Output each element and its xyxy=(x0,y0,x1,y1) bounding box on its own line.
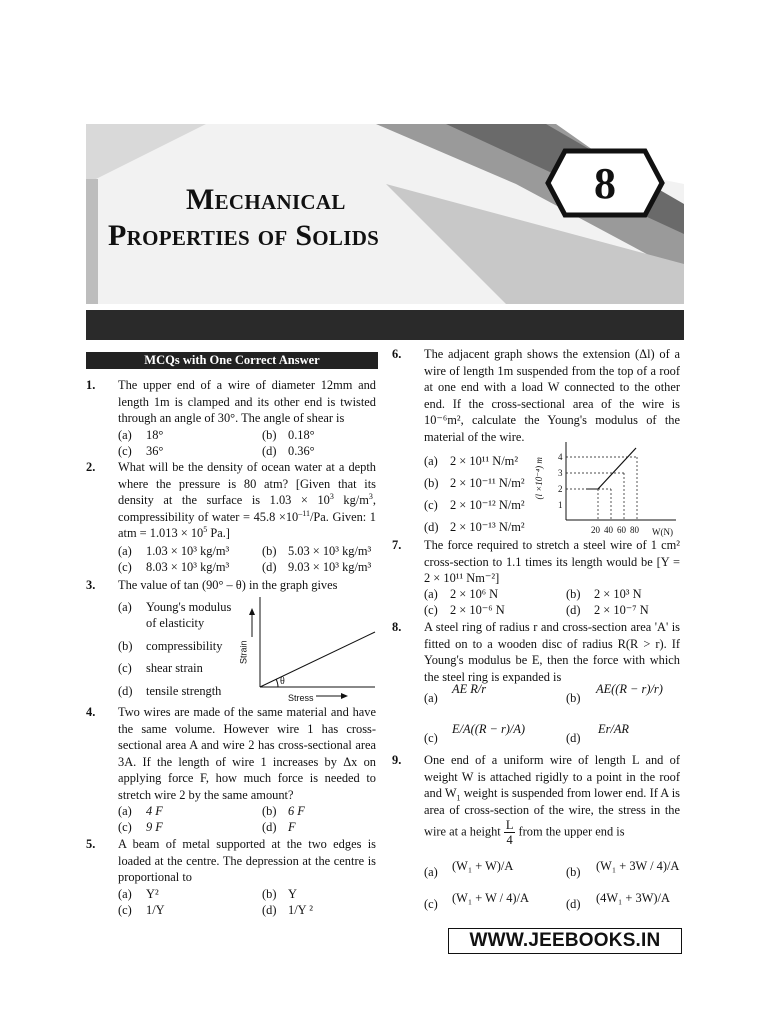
option-label: (d) xyxy=(262,903,277,917)
graph-x-label: W(N) xyxy=(652,527,673,537)
option-label: (c) xyxy=(424,731,438,745)
option-text: Young's modulus xyxy=(146,600,232,614)
option-text: (4W₁ + 3W)/A xyxy=(596,891,670,905)
question-number: 6. xyxy=(392,347,402,361)
option-label: (a) xyxy=(118,544,132,558)
option-label: (d) xyxy=(566,897,581,911)
graph-y-label: (l ×10⁻⁴) m xyxy=(533,457,544,500)
option-text: (W₁ + W)/A xyxy=(452,859,514,873)
option-text: 9 F xyxy=(146,820,163,834)
graph-angle-label: θ xyxy=(280,676,285,687)
option-text: 8.03 × 10³ kg/m³ xyxy=(146,560,230,574)
y-tick: 3 xyxy=(558,468,563,478)
option-text: 2 × 10⁻⁷ N xyxy=(594,603,649,617)
option-text: AE((R − r)/r) xyxy=(596,682,663,696)
option-label: (c) xyxy=(118,560,132,574)
graph-y-label: Strain xyxy=(238,640,249,665)
option-text: 1/Y ² xyxy=(288,903,313,917)
option-label: (c) xyxy=(424,603,438,617)
option-label: (d) xyxy=(566,603,581,617)
option-label: (a) xyxy=(424,865,438,879)
option-label: (b) xyxy=(262,887,277,901)
y-tick: 2 xyxy=(558,484,563,494)
option-text: 6 F xyxy=(288,804,305,818)
option-text: Y xyxy=(288,887,297,901)
option-label: (d) xyxy=(262,444,277,458)
option-text: Y² xyxy=(146,887,159,901)
question-number: 2. xyxy=(86,460,96,474)
option-text: 2 × 10³ N xyxy=(594,587,642,601)
option-label: (a) xyxy=(118,600,132,614)
option-label: (b) xyxy=(424,476,439,490)
option-label: (d) xyxy=(262,560,277,574)
option-text: of elasticity xyxy=(146,616,205,630)
option-text: 2 × 10⁻¹¹ N/m² xyxy=(450,476,525,490)
option-label: (b) xyxy=(262,544,277,558)
question-text: One end of a uniform wire of length L and of weight W is attached rigidly to a point in the roof and $W_1$ weight is suspended from lower end. If A is area of cross-section of the wire, the stress in the wire at a height $\frac{L}{4}$ from the upper end is xyxy=(424,753,680,848)
option-label: (b) xyxy=(566,691,581,705)
chapter-title-line2: Properties of Solids xyxy=(108,219,380,252)
option-text: 0.18° xyxy=(288,428,315,442)
option-label: (b) xyxy=(566,587,581,601)
strain-stress-graph xyxy=(240,592,380,704)
option-text: 1/Y xyxy=(146,903,165,917)
y-tick: 1 xyxy=(558,500,563,510)
option-label: (c) xyxy=(424,897,438,911)
option-text: (W₁ + W / 4)/A xyxy=(452,891,529,905)
option-label: (a) xyxy=(424,454,438,468)
question-number: 1. xyxy=(86,378,96,392)
option-label: (d) xyxy=(424,520,439,534)
question-text: A beam of metal supported at the two edges is loaded at the centre. The depression at the centre is proportional to xyxy=(118,837,376,885)
question-text: Two wires are made of the same material and have the same volume. However wire 1 has cross-sectional area A and wire 2 has cross-sectional area 3A. If the length of wire 1 increases by Δx on applying force F, how much force is needed to stretch wire 2 by the same amount? xyxy=(118,705,376,802)
option-label: (a) xyxy=(424,587,438,601)
option-label: (a) xyxy=(118,804,132,818)
option-label: (b) xyxy=(566,865,581,879)
option-text: (W₁ + 3W / 4)/A xyxy=(596,859,680,873)
option-label: (c) xyxy=(118,661,132,675)
option-label: (c) xyxy=(118,820,132,834)
option-text: 18° xyxy=(146,428,164,442)
option-label: (b) xyxy=(118,639,133,653)
option-text: E/A((R − r)/A) xyxy=(452,722,526,736)
x-tick: 40 xyxy=(604,525,613,535)
question-number: 4. xyxy=(86,705,96,719)
option-label: (d) xyxy=(262,820,277,834)
option-label: (a) xyxy=(118,887,132,901)
graph-x-label: Stress xyxy=(288,693,314,703)
option-label: (c) xyxy=(118,444,132,458)
option-text: 9.03 × 10³ kg/m³ xyxy=(288,560,372,574)
option-text: AE R/r xyxy=(452,682,487,696)
question-number: 9. xyxy=(392,753,402,767)
chapter-title xyxy=(108,182,379,254)
option-label: (a) xyxy=(424,691,438,705)
chapter-title-line1: Mechanical xyxy=(186,183,346,216)
option-label: (d) xyxy=(566,731,581,745)
question-number: 7. xyxy=(392,538,402,552)
option-text: 1.03 × 10³ kg/m³ xyxy=(146,544,230,558)
option-label: (b) xyxy=(262,428,277,442)
question-text: The value of tan (90° – θ) in the graph gives xyxy=(118,578,338,592)
option-text: 36° xyxy=(146,444,164,458)
option-text: F xyxy=(288,820,296,834)
option-text: 2 × 10¹¹ N/m² xyxy=(450,454,519,468)
option-text: compressibility xyxy=(146,639,223,653)
option-text: Er/AR xyxy=(598,722,629,736)
option-text: 2 × 10⁻⁶ N xyxy=(450,603,505,617)
x-tick: 80 xyxy=(630,525,639,535)
question-text: The force required to stretch a steel wire of 1 cm² cross-section to 1.1 times its length would be [Y = 2 × 10¹¹ Nm⁻²] xyxy=(424,538,680,586)
x-tick: 20 xyxy=(591,525,600,535)
option-label: (c) xyxy=(424,498,438,512)
question-text: The upper end of a wire of diameter 12mm and length 1m is clamped and its other end is twisted through an angle of 30°. The angle of shear is xyxy=(118,378,376,426)
option-text: tensile strength xyxy=(146,684,222,698)
option-text: 0.36° xyxy=(288,444,315,458)
option-label: (a) xyxy=(118,428,132,442)
extension-weight-graph xyxy=(533,440,682,537)
option-label: (d) xyxy=(118,684,133,698)
question-text: The adjacent graph shows the extension (Δl) of a wire of length 1m suspended from the top of a roof at one end with a load W connected to the other end. If the cross-sectional area of the wire is 10⁻⁶m², calculate the Young's modulus of the material of the wire. xyxy=(424,347,680,444)
option-label: (b) xyxy=(262,804,277,818)
option-text: 5.03 × 10³ kg/m³ xyxy=(288,544,372,558)
option-text: 2 × 10⁻¹³ N/m² xyxy=(450,520,525,534)
question-number: 3. xyxy=(86,578,96,592)
website-footer: WWW.JEEBOOKS.IN xyxy=(448,928,682,954)
section-heading: MCQs with One Correct Answer xyxy=(86,352,378,369)
y-tick: 4 xyxy=(558,452,563,462)
question-text: What will be the density of ocean water at a depth where the pressure is 80 atm? [Given that its density at the surface is $1.03 \times 10^3$ $kg/m^3$, compressibility of water = $45.8 \times 10^{-11}/Pa$. Given: 1 atm = $1.013 \times 10^5$ Pa.] xyxy=(118,460,377,541)
option-text: 2 × 10⁶ N xyxy=(450,587,499,601)
question-number: 5. xyxy=(86,837,96,851)
option-text: 2 × 10⁻¹² N/m² xyxy=(450,498,525,512)
option-label: (c) xyxy=(118,903,132,917)
chapter-number: 8 xyxy=(594,158,616,208)
question-number: 8. xyxy=(392,620,402,634)
question-text: A steel ring of radius r and cross-section area 'A' is fitted on to a wooden disc of radius R(R > r). If Young's modulus be E, then the force with which the steel ring is expanded is xyxy=(424,620,680,684)
option-text: shear strain xyxy=(146,661,203,675)
x-tick: 60 xyxy=(617,525,626,535)
chapter-number-badge xyxy=(545,148,665,218)
option-text: 4 F xyxy=(146,804,163,818)
